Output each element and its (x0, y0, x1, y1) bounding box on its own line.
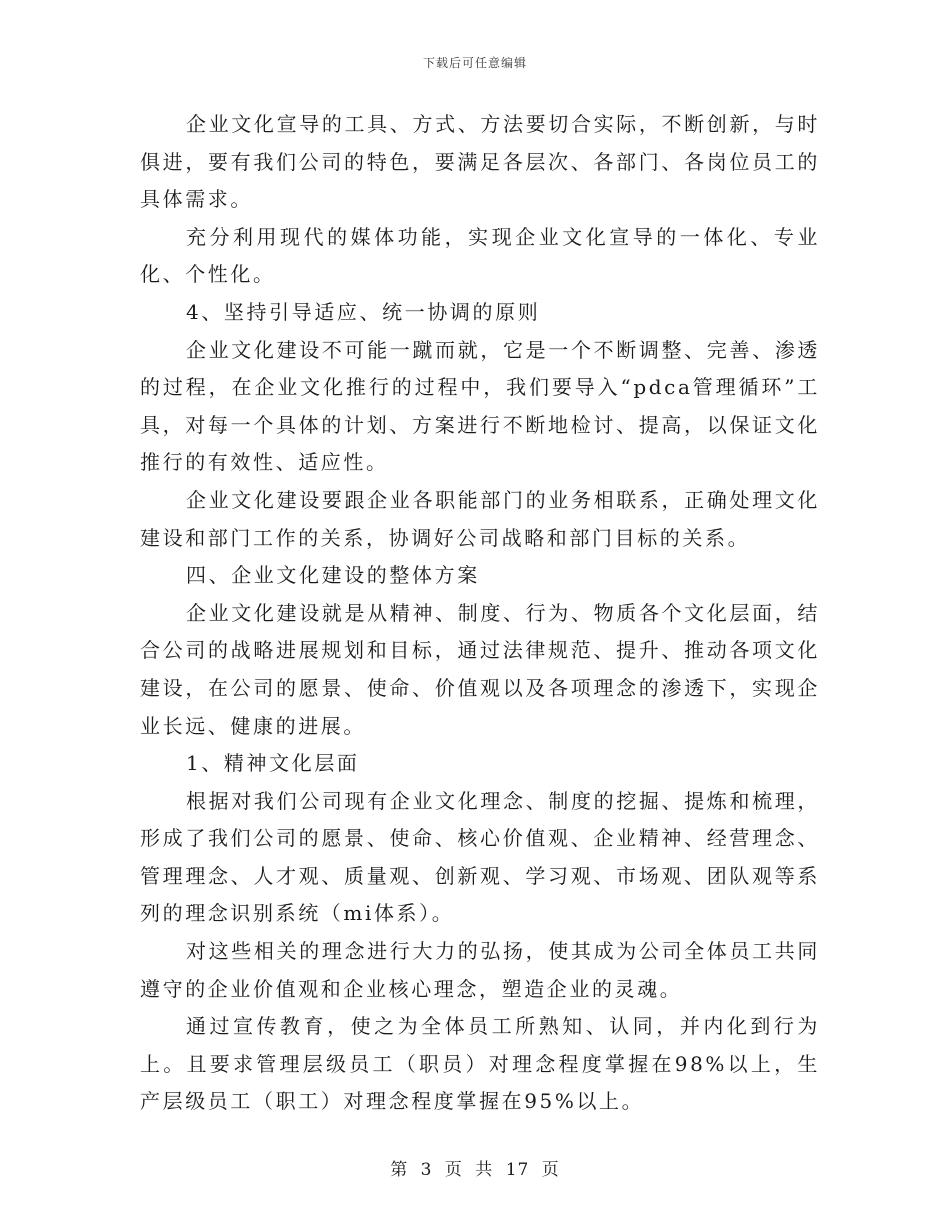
paragraph-promote-values: 对这些相关的理念进行大力的弘扬，使其成为公司全体员工共同遵守的企业价值观和企业核心理念，塑造企业的灵魂。 (140, 939, 820, 1001)
heading-section-4: 四、企业文化建设的整体方案 (186, 563, 480, 588)
paragraph-overall-plan: 企业文化建设就是从精神、制度、行为、物质各个文化层面，结合公司的战略进展规划和目标，通过法律规范、提升、推动各项文化建设，在公司的愿景、使命、价值观以及各项理念的渗透下，实现企业长远、健康的进展。 (140, 600, 820, 738)
page-header-note: 下载后可任意编辑 (422, 56, 527, 70)
paragraph-media-function: 充分利用现代的媒体功能，实现企业文化宣导的一体化、专业化、个性化。 (140, 224, 820, 287)
paragraph-mi-system: 根据对我们公司现有企业文化理念、制度的挖掘、提炼和梳理，形成了我们公司的愿景、使命、核心价值观、企业精神、经营理念、管理理念、人才观、质量观、创新观、学习观、市场观、团队观等系列的理念识别系统（mi体系）。 (140, 788, 820, 926)
heading-principle-4: 4、坚持引导适应、统一协调的原则 (186, 299, 541, 324)
paragraph-pdca: 企业文化建设不可能一蹴而就，它是一个不断调整、完善、渗透的过程，在企业文化推行的过程中，我们要导入“pdca管理循环”工具，对每一个具体的计划、方案进行不断地检讨、提高，以保证文化推行的有效性、适应性。 (140, 337, 820, 475)
paragraph-education-targets: 通过宣传教育，使之为全体员工所熟知、认同，并内化到行为上。且要求管理层级员工（职员）对理念程度掌握在98%以上，生产层级员工（职工）对理念程度掌握在95%以上。 (140, 1014, 820, 1114)
heading-spiritual-culture: 1、精神文化层面 (186, 751, 360, 776)
paragraph-department-relation: 企业文化建设要跟企业各职能部门的业务相联系，正确处理文化建设和部门工作的关系，协调好公司战略和部门目标的关系。 (140, 487, 820, 550)
document-body (140, 106, 820, 1121)
page-number: 第 3 页 共 17 页 (390, 1160, 560, 1180)
paragraph-publicity-tools: 企业文化宣导的工具、方式、方法要切合实际，不断创新，与时俱进，要有我们公司的特色，要满足各层次、各部门、各岗位员工的具体需求。 (140, 112, 820, 212)
